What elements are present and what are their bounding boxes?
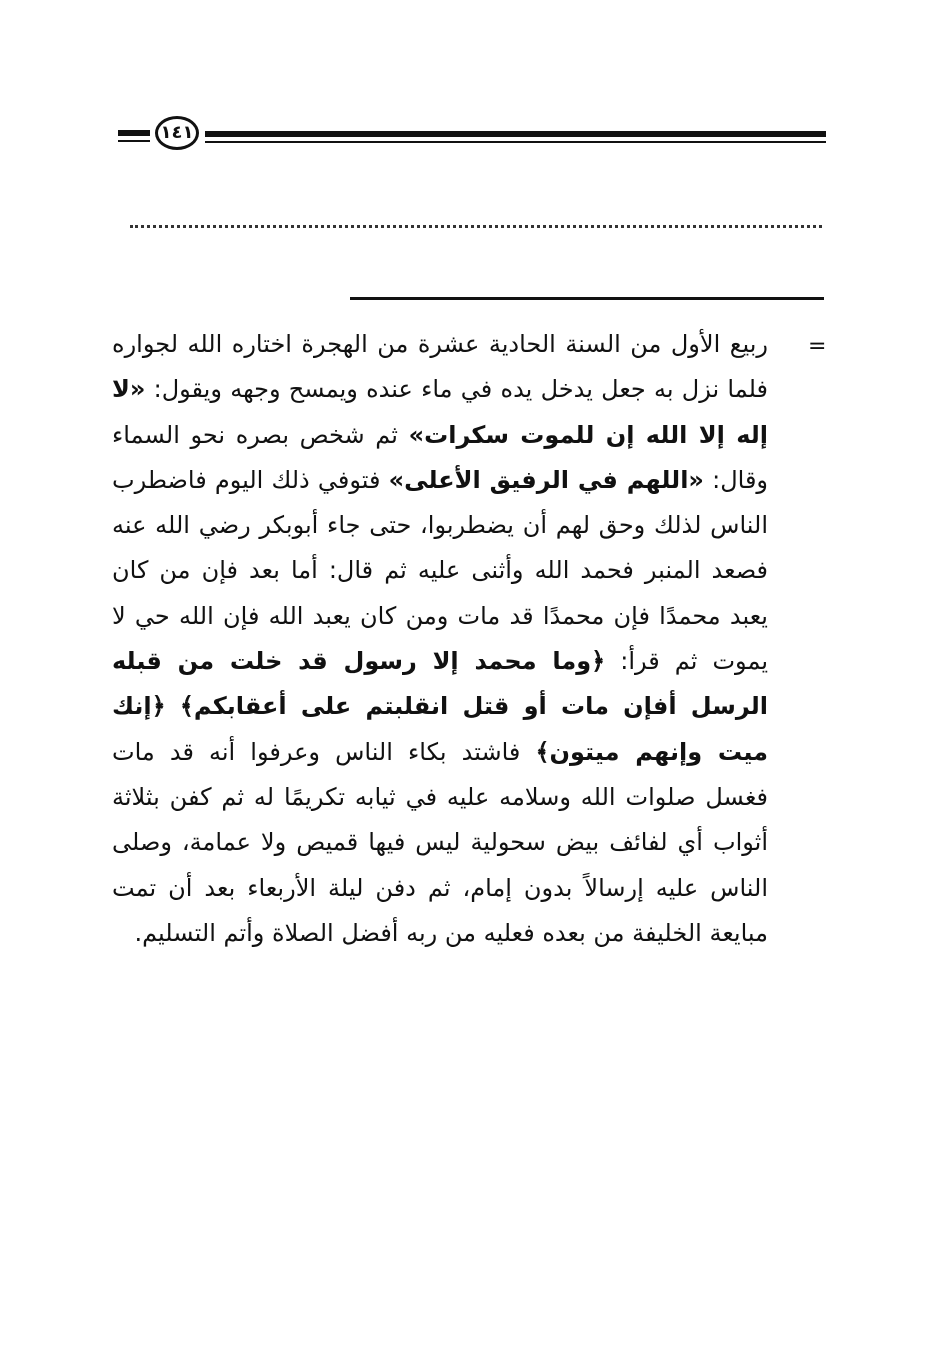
header-dash	[118, 130, 150, 136]
header-dash-thin	[118, 140, 150, 142]
header-rule	[205, 131, 826, 137]
continuation-mark: =	[808, 334, 827, 359]
footnote-segment: فاشتد بكاء الناس وعرفوا أنه قد مات فغسل صلوات الله وسلامه عليه في ثيابه تكريمًا له ثم كفن بثلاثة أثواب أي لفائف بيض سحولية ليس فيها قميص ولا عمامة، وصلى الناس عليه إرسالاً بدون إمام، ثم دفن ليلة الأربعاء بعد أن تمت مبايعة الخليفة من بعده فعليه من ربه أفضل الصلاة وأتم التسليم.	[112, 737, 768, 947]
page-header	[0, 112, 944, 152]
footnote-segment: فتوفي ذلك اليوم فاضطرب الناس لذلك وحق لهم أن يضطربوا، حتى جاء أبوبكر رضي الله عنه فصعد المنبر فحمد الله وأثنى عليه ثم قال: أما بعد فإن من كان يعبد محمدًا فإن محمدًا قد مات ومن كان يعبد الله فإن الله حي لا يموت ثم قرأ:	[112, 465, 769, 676]
page-number: ١٤١	[155, 116, 199, 150]
dotted-separator	[130, 225, 822, 228]
footnote-quran-verse: ﴿وما محمد إلا رسول قد خلت من قبله الرسل أفإن مات أو قتل انقلبتم على أعقابكم﴾ ﴿إنك ميت وإنهم ميتون﴾	[112, 647, 768, 766]
footnote-segment: ربيع الأول من السنة الحادية عشرة من الهجرة اختاره الله لجواره فلما نزل به جعل يدخل يده في ماء عنده ويمسح وجهه ويقول:	[112, 330, 768, 404]
footnote-quote: «لا إله إلا الله إن للموت سكرات»	[112, 375, 768, 449]
footnote-rule	[350, 297, 824, 300]
footnote-quote: «اللهم في الرفيق الأعلى»	[388, 465, 704, 494]
header-rule-thin	[205, 141, 826, 143]
footnote-segment: ثم شخص بصره نحو السماء وقال:	[112, 420, 769, 494]
footnote-text	[112, 322, 768, 956]
